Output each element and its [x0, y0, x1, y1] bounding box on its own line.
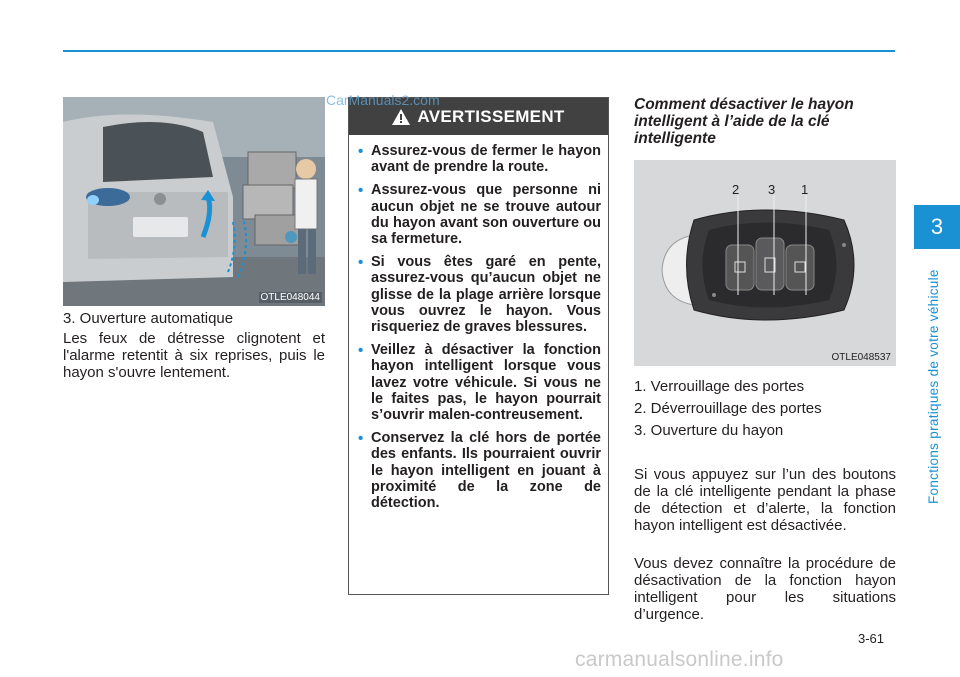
warning-item: • Assurez-vous que personne ni aucun objet ne se trouve autour du hayon avant son ouverture ou sa fermeture. [358, 182, 601, 248]
watermark-bottom: carmanualsonline.info [575, 648, 784, 671]
car-illustration [63, 97, 325, 306]
list-item: 2. Déverrouillage des portes [634, 400, 822, 417]
left-paragraph: Les feux de détresse clignotent et l'alarme retentit à six reprises, puis le hayon s'ouvre lentement. [63, 330, 325, 381]
warning-title: AVERTISSEMENT [417, 106, 565, 126]
car-tailgate-photo [63, 97, 325, 306]
warning-item: • Si vous êtes garé en pente, assurez-vous qu’aucun objet ne glisse de la plage arrière lorsque vous ouvrez le hayon. Vous risqueriez de graves blessures. [358, 254, 601, 336]
image-code: OTLE048044 [260, 292, 320, 303]
smart-key-photo [634, 160, 896, 366]
step-3-label: 3. Ouverture automatique [63, 310, 234, 327]
bullet-icon: • [358, 254, 364, 272]
bullet-icon: • [358, 143, 364, 160]
warning-item: • Conservez la clé hors de portée des enfants. Ils pourraient ouvrir le hayon intelligent en jouant à proximité de la zone de détection. [358, 430, 601, 512]
image-code: OTLE048537 [831, 352, 891, 363]
key-button-list [634, 378, 896, 444]
bullet-icon: • [358, 342, 364, 360]
warning-item: • Assurez-vous de fermer le hayon avant de prendre la route. [358, 143, 601, 176]
section-heading: Comment désactiver le hayon intelligent à l’aide de la clé intelligente [634, 96, 854, 147]
warning-item: • Veillez à désactiver la fonction hayon intelligent lorsque vous lavez votre véhicule. Si vous ne le faites pas, le hayon pourrait s’ouvrir malen-contreusement. [358, 342, 601, 424]
key-label-lock: 1 [801, 182, 809, 197]
key-label-unlock: 2 [732, 182, 740, 197]
list-item: 1. Verrouillage des portes [634, 378, 805, 395]
page-number: 3-61 [858, 631, 885, 646]
smart-key-illustration [634, 160, 896, 366]
right-paragraph-2: Vous devez connaître la procédure de désactivation de la fonction hayon intelligent pour les situations d’urgence. [634, 555, 896, 623]
list-item: 3. Ouverture du hayon [634, 422, 784, 439]
key-label-tailgate: 3 [768, 182, 776, 197]
bullet-icon: • [358, 430, 364, 448]
section-title: Fonctions pratiques de votre véhicule [926, 269, 941, 504]
header-rule [63, 50, 895, 52]
bullet-icon: • [358, 182, 364, 200]
section-tab: 3 [914, 205, 960, 249]
warning-list [349, 135, 608, 511]
section-title-vertical [924, 258, 944, 508]
watermark-top: CarManuals2.com [326, 92, 440, 108]
warning-box [348, 97, 609, 595]
warning-icon [392, 109, 410, 125]
right-paragraph-1: Si vous appuyez sur l’un des boutons de la clé intelligente pendant la phase de détection et d’alerte, la fonction hayon intelligent est désactivée. [634, 466, 896, 534]
